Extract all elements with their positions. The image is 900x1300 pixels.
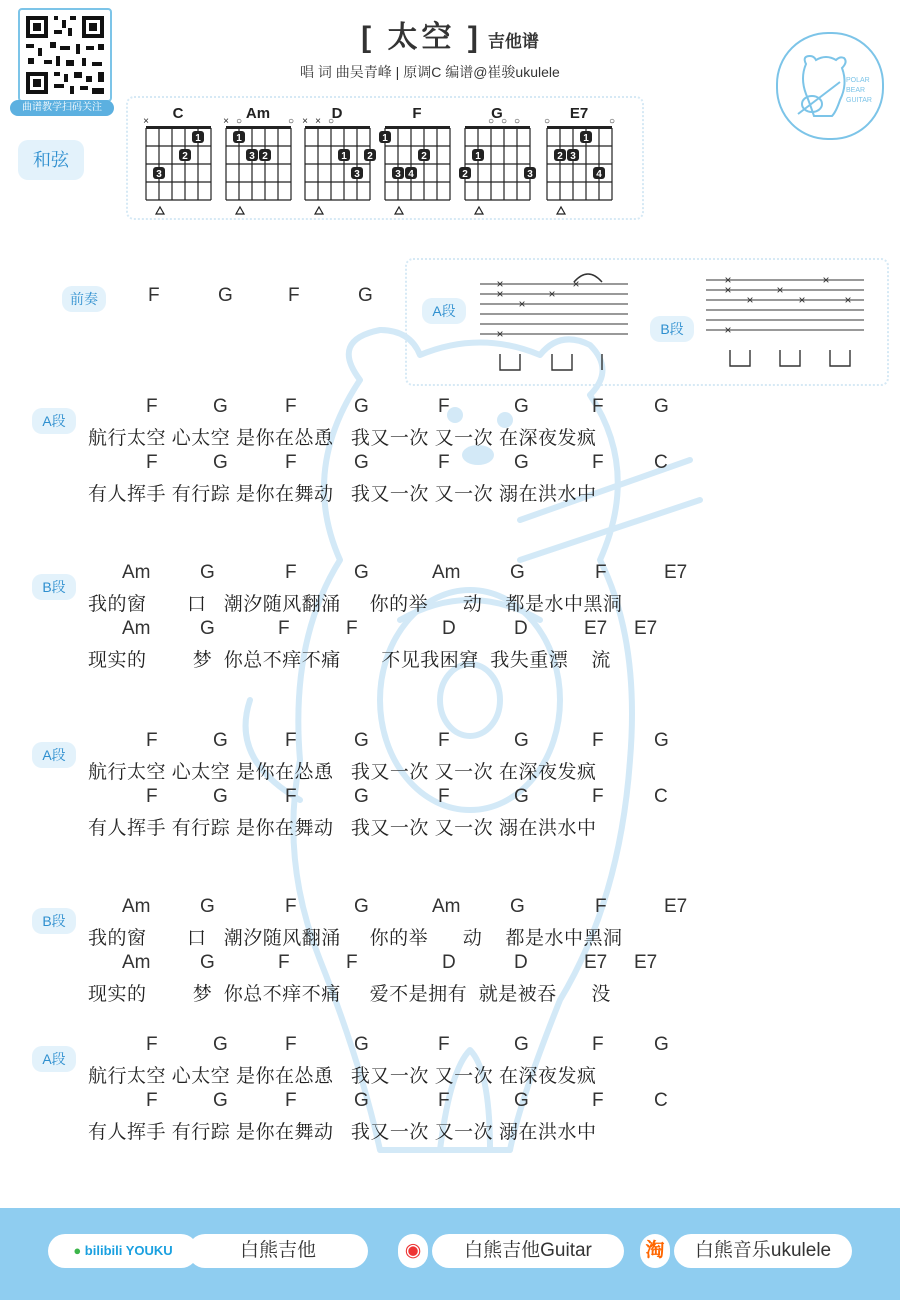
chord-symbol: F [346,952,358,973]
chord-symbol: E7 [584,952,608,973]
strum-x-mark: × [496,327,504,341]
string-mark: ○ [543,116,551,127]
strum-x-mark: × [798,293,806,307]
lyric-line: 航行太空 心太空 是你在怂恿 我又一次 又一次 在深夜发疯 [88,428,597,449]
chord-symbol: F [595,896,607,917]
finger-number: 1 [382,133,388,144]
chord-symbol: F [285,452,297,473]
chord-symbol: G [200,952,215,973]
finger-number: 3 [249,151,255,162]
footer-item-baixiong-guitar[interactable]: 白熊吉他 [188,1234,368,1268]
lyric-line: 航行太空 心太空 是你在怂恿 我又一次 又一次 在深夜发疯 [88,1066,597,1087]
logo-line-2: BEAR [846,87,866,94]
strum-x-mark: × [776,283,784,297]
chord-symbol: F [438,1034,450,1055]
chord-symbol: F [278,952,290,973]
section-label: B段 [32,574,76,600]
finger-number: 3 [570,151,576,162]
finger-number: 1 [195,133,201,144]
string-mark: ○ [487,116,495,127]
chord-symbol: C [654,1090,668,1111]
strum-x-mark: × [496,287,504,301]
string-mark: ○ [327,116,335,127]
finger-number: 1 [583,133,589,144]
chord-symbol: G [510,896,525,917]
finger-number: 2 [462,169,468,180]
chord-symbol: D [442,952,456,973]
lyric-line: 航行太空 心太空 是你在怂恿 我又一次 又一次 在深夜发疯 [88,762,597,783]
chord-symbol: Am [122,952,151,973]
rhythm-stem [730,350,750,366]
chord-symbol: F [146,452,158,473]
chord-symbol: F [592,786,604,807]
chord-symbol: G [213,1090,228,1111]
weibo-icon[interactable]: ◉ [398,1234,428,1268]
chord-symbol: F [438,1090,450,1111]
lyric-line: 我的窗 口 潮汐随风翻涌 你的举 动 都是水中黑洞 [88,594,623,615]
finger-number: 2 [557,151,563,162]
strum-x-mark: × [746,293,754,307]
chord-symbol: D [514,952,528,973]
chord-symbol: F [438,396,450,417]
lyric-line: 我的窗 口 潮汐随风翻涌 你的举 动 都是水中黑洞 [88,928,623,949]
chord-symbol: G [213,452,228,473]
tab-label-b: B段 [650,316,694,342]
chord-symbol: G [354,786,369,807]
string-mark: ○ [513,116,521,127]
intro-label: 前奏 [62,286,106,312]
wechat-icon: ● [73,1243,82,1258]
finger-number: 2 [182,151,188,162]
platform-names: bilibili YOUKU [84,1243,173,1258]
chord-symbol: G [514,786,529,807]
strum-x-mark: × [724,323,732,337]
tab-label-a: A段 [422,298,466,324]
string-mark: × [143,116,149,127]
strum-x-mark: × [572,277,580,291]
chord-symbol: F [285,1090,297,1111]
finger-number: 1 [341,151,347,162]
chord-symbol: E7 [634,618,658,639]
lyric-line: 有人挥手 有行踪 是你在舞动 我又一次 又一次 溺在洪水中 [88,484,597,505]
chord-symbol: G [654,730,669,751]
chord-symbol: G [510,562,525,583]
string-mark: ○ [235,116,243,127]
chord-symbol: F [346,618,358,639]
platform-pill[interactable] [48,1234,198,1268]
chord-symbol: E7 [584,618,608,639]
strum-x-mark: × [724,273,732,287]
chord-symbol: G [654,1034,669,1055]
chord-symbol: F [285,786,297,807]
footer-item-taobao[interactable]: 白熊音乐ukulele [674,1234,852,1268]
chord-symbol: Am [122,896,151,917]
finger-number: 3 [156,169,162,180]
chord-symbol: G [354,562,369,583]
chord-symbol: G [354,396,369,417]
section-label: A段 [32,1046,76,1072]
chord-symbol: F [592,452,604,473]
chord-symbol: F [146,1034,158,1055]
chord-symbol: G [213,786,228,807]
chord-symbol: G [654,396,669,417]
chord-symbol: G [200,896,215,917]
chord-symbol: F [146,396,158,417]
chord-symbol: G [514,396,529,417]
section-label: A段 [32,742,76,768]
finger-number: 1 [475,151,481,162]
chord-symbol: E7 [664,896,688,917]
chord-symbol: G [514,452,529,473]
strum-x-mark: × [844,293,852,307]
chord-symbol: Am [122,618,151,639]
chord-symbol: D [442,618,456,639]
lyric-line: 有人挥手 有行踪 是你在舞动 我又一次 又一次 溺在洪水中 [88,1122,597,1143]
finger-number: 2 [262,151,268,162]
finger-number: 1 [236,133,242,144]
string-mark: ○ [500,116,508,127]
strum-x-mark: × [496,277,504,291]
chord-symbol: G [200,618,215,639]
chord-symbol: C [654,452,668,473]
chord-symbol: Am [432,562,461,583]
strum-x-mark: × [724,283,732,297]
chord-symbol: F [285,396,297,417]
intro-chord: F [288,285,300,306]
chord-symbol: F [438,786,450,807]
finger-number: 3 [395,169,401,180]
song-subtitle: 吉他谱 [487,32,539,51]
chord-symbol: F [146,730,158,751]
intro-chord: G [358,285,373,306]
finger-number: 3 [354,169,360,180]
chord-symbol: G [354,1090,369,1111]
chord-name: D [331,105,343,122]
section-label: B段 [32,908,76,934]
chord-symbol: Am [122,562,151,583]
chord-symbol: G [514,1090,529,1111]
song-credits: 唱 词 曲吴青峰 | 原调C 编谱@崔骏ukulele [300,64,560,80]
chord-symbol: F [285,730,297,751]
chord-name: E7 [569,105,589,122]
chord-symbol: D [514,618,528,639]
chord-symbol: F [285,1034,297,1055]
chord-symbol: E7 [664,562,688,583]
finger-number: 4 [408,169,414,180]
finger-number: 3 [527,169,533,180]
chord-symbol: G [354,730,369,751]
chord-symbol: F [278,618,290,639]
chord-symbol: E7 [634,952,658,973]
chord-symbol: F [592,1090,604,1111]
chord-symbol: G [213,396,228,417]
chord-name: Am [245,105,271,122]
chord-symbol: G [213,1034,228,1055]
finger-number: 2 [421,151,427,162]
chord-symbol: F [438,452,450,473]
chord-symbol: F [595,562,607,583]
strum-tabs [0,0,900,400]
strum-x-mark: × [822,273,830,287]
chord-symbol: G [354,1034,369,1055]
rhythm-stem [830,350,850,366]
chord-name: G [491,105,503,122]
tab-b [706,273,864,366]
chord-symbol: G [200,562,215,583]
song-title: [ 太空 ] [361,21,482,54]
string-mark: ○ [608,116,616,127]
intro-chord: F [148,285,160,306]
string-mark: ○ [287,116,295,127]
chord-symbol: G [354,896,369,917]
finger-number: 4 [596,169,602,180]
lyric-line: 现实的 梦 你总不痒不痛 爱不是拥有 就是被吞 没 [88,984,611,1005]
chord-symbol: F [285,562,297,583]
chord-symbol: G [514,1034,529,1055]
chord-name: F [412,105,422,122]
string-mark: × [315,116,321,127]
strum-x-mark: × [518,297,526,311]
logo-line-1: POLAR [846,77,870,84]
rhythm-stem [552,354,572,370]
chord-symbol: G [213,730,228,751]
chord-symbol: G [354,452,369,473]
string-mark: × [223,116,229,127]
chord-symbol: C [654,786,668,807]
chord-symbol: F [146,786,158,807]
chord-symbol: F [592,396,604,417]
chord-name: C [172,105,184,122]
chord-symbol: Am [432,896,461,917]
chord-symbol: F [146,1090,158,1111]
chord-section-label: 和弦 [18,140,84,180]
rhythm-stem [500,354,520,370]
chord-symbol: F [592,730,604,751]
chord-symbol: F [592,1034,604,1055]
chord-symbol: F [285,896,297,917]
logo-line-3: GUITAR [846,97,872,104]
chord-symbol: F [438,730,450,751]
footer-bar [0,1208,900,1300]
tab-a [480,274,628,370]
qr-label: 曲谱教学扫码关注 [10,100,114,116]
taobao-icon[interactable]: 淘 [640,1234,670,1268]
lyric-line: 现实的 梦 你总不痒不痛 不见我困窘 我失重漂 流 [88,650,611,671]
rhythm-stem [780,350,800,366]
string-mark: × [302,116,308,127]
strum-x-mark: × [548,287,556,301]
lyric-line: 有人挥手 有行踪 是你在舞动 我又一次 又一次 溺在洪水中 [88,818,597,839]
intro-chord: G [218,285,233,306]
chord-symbol: G [514,730,529,751]
section-label: A段 [32,408,76,434]
finger-number: 2 [367,151,373,162]
footer-item-weibo[interactable]: 白熊吉他Guitar [432,1234,624,1268]
